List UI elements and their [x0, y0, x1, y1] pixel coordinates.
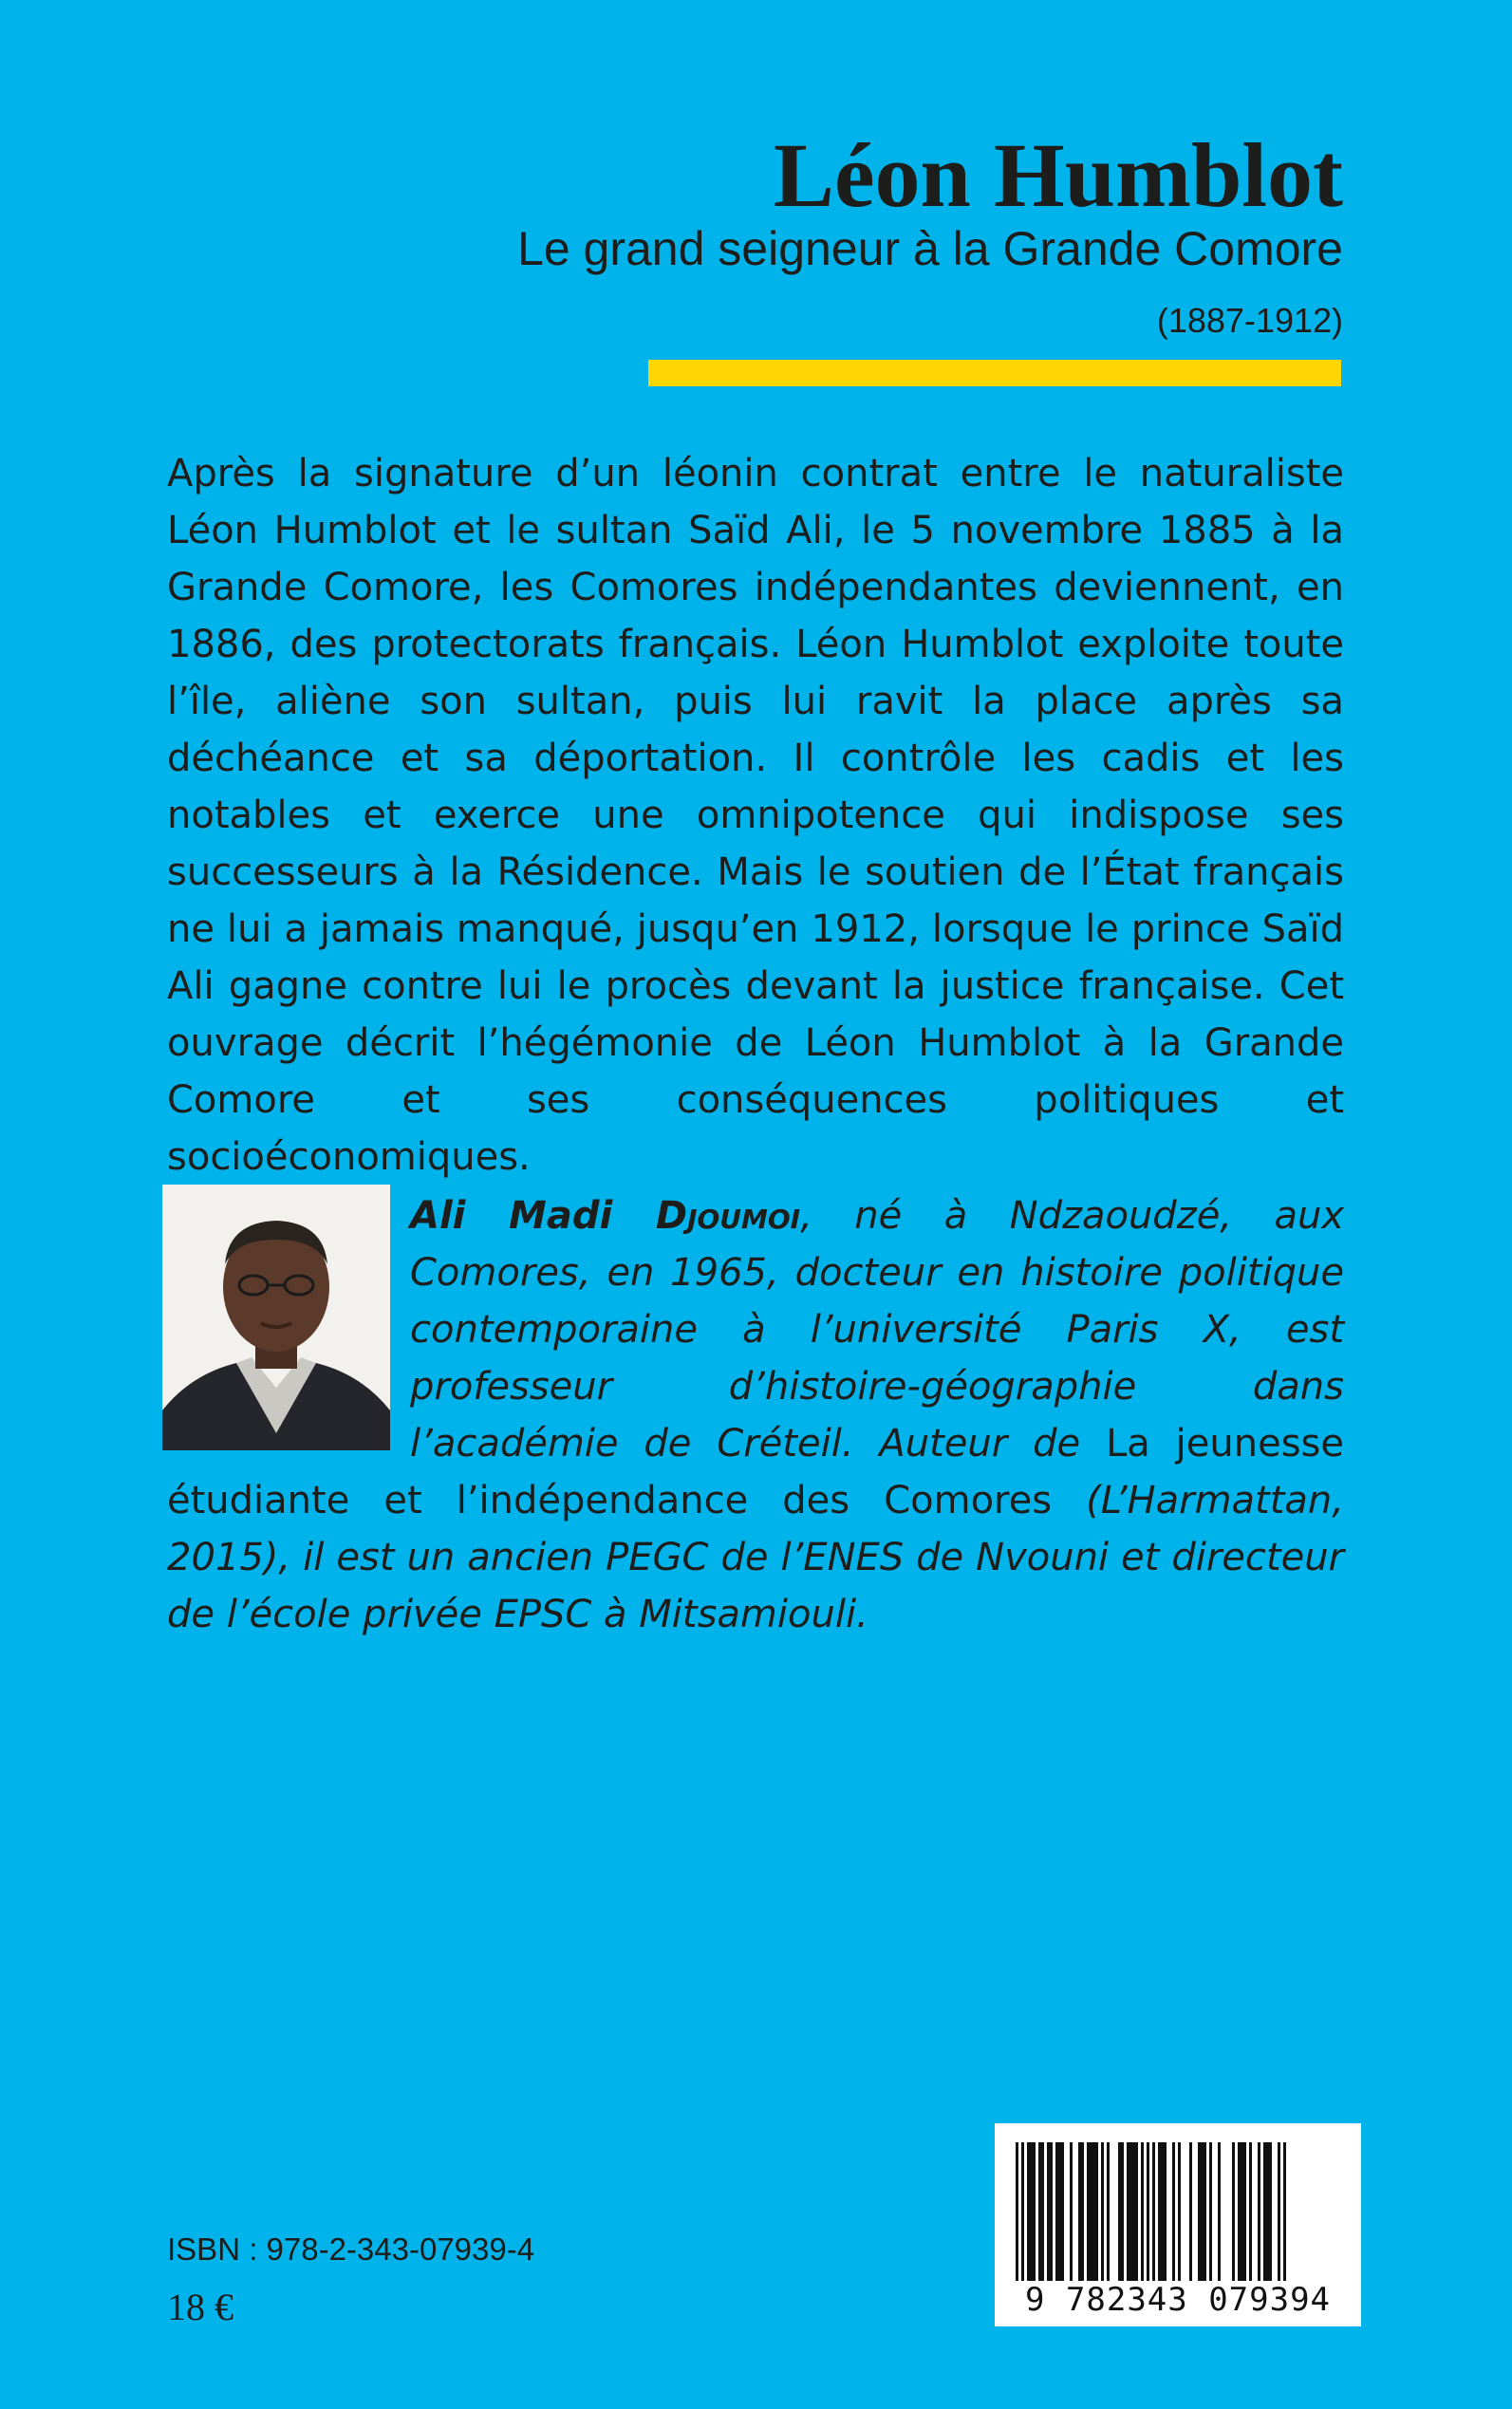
- barcode-bar: [1204, 2142, 1206, 2281]
- barcode-bar: [1087, 2142, 1090, 2281]
- author-name: Ali Madi D: [410, 1194, 688, 1238]
- barcode-bar: [1129, 2142, 1132, 2281]
- barcode-bar: [1055, 2142, 1058, 2281]
- barcode-bar: [1016, 2142, 1018, 2281]
- barcode-bar: [1209, 2142, 1212, 2281]
- isbn: ISBN : 978-2-343-07939-4: [167, 2232, 535, 2267]
- author-bio: [167, 1187, 1344, 1643]
- barcode-bar: [1258, 2142, 1260, 2281]
- barcode-bar: [1243, 2142, 1246, 2281]
- barcode-bar: [1147, 2142, 1149, 2281]
- author-bio-outro: (L’Harmattan, 2015), il est un ancien PEGC de l’ENES de Nvouni et directeur de l’école privée EPSC à Mitsamiouli.: [167, 1479, 1345, 1636]
- barcode-bar: [1135, 2142, 1138, 2281]
- barcode-bar: [1164, 2142, 1167, 2281]
- barcode-bar: [1101, 2142, 1104, 2281]
- barcode-bar: [1050, 2142, 1053, 2281]
- barcode-bar: [1021, 2142, 1024, 2281]
- book-summary: Après la signature d’un léonin contrat entre le naturaliste Léon Humblot et le sultan Saïd Ali, le 5 novembre 1885 à la Grande Comore, les Comores indépendantes deviennent, en 1886, des protectorats français. Léon Humblot exploite toute l’île, aliène son sultan, puis lui ravit la place après sa déchéance et sa déportation. Il contrôle les cadis et les notables et exerce une omnipotence qui indispose ses successeurs à la Résidence. Mais le soutien de l’État français ne lui a jamais manqué, jusqu’en 1912, lorsque le prince Saïd Ali gagne contre lui le procès devant la justice française. Cet ouvrage décrit l’hégémonie de Léon Humblot à la Grande Comore et ses conséquences politiques et socioéconomiques.: [167, 452, 1344, 1179]
- barcode-bar: [1090, 2142, 1092, 2281]
- barcode-bar: [1081, 2142, 1084, 2281]
- barcode-bar: [1030, 2142, 1033, 2281]
- barcode-bar: [1047, 2142, 1050, 2281]
- barcode-bar: [1041, 2142, 1044, 2281]
- author-previous-book: La jeunesse étudiante et l’indépendance des Comores: [167, 1422, 1344, 1522]
- book-title: Léon Humblot: [773, 124, 1343, 226]
- barcode-bar: [1189, 2142, 1192, 2281]
- barcode-bar: [1058, 2142, 1061, 2281]
- barcode-bar: [1078, 2142, 1081, 2281]
- barcode-bar: [1061, 2142, 1064, 2281]
- barcode-bar: [1095, 2142, 1098, 2281]
- barcode-bar: [1218, 2142, 1221, 2281]
- barcode: [995, 2123, 1361, 2326]
- book-subtitle: Le grand seigneur à la Grande Comore: [517, 222, 1343, 275]
- barcode-bar: [1152, 2142, 1155, 2281]
- barcode-bar: [1158, 2142, 1161, 2281]
- barcode-bar: [1070, 2142, 1073, 2281]
- barcode-bar: [1241, 2142, 1243, 2281]
- barcode-bar: [1263, 2142, 1266, 2281]
- barcode-bar: [1038, 2142, 1041, 2281]
- barcode-bar: [1238, 2142, 1241, 2281]
- author-bio-intro: , né à Ndzaoudzé, aux Comores, en 1965, docteur en histoire politique contemporaine à l’université Paris X, est professeur d’histoire-géographie dans l’académie de Créteil. Auteur de: [410, 1194, 1345, 1466]
- accent-bar: [648, 360, 1341, 386]
- barcode-bar: [1033, 2142, 1036, 2281]
- photo-spacer: [167, 1187, 410, 1465]
- book-dates: (1887-1912): [1156, 301, 1343, 340]
- barcode-bar: [1198, 2142, 1201, 2281]
- barcode-bar: [1232, 2142, 1235, 2281]
- barcode-bar: [1278, 2142, 1280, 2281]
- price: 18 €: [167, 2286, 233, 2328]
- barcode-bar: [1172, 2142, 1175, 2281]
- barcode-bar: [1249, 2142, 1252, 2281]
- barcode-bar: [1141, 2142, 1144, 2281]
- barcode-bar: [1269, 2142, 1272, 2281]
- barcode-bar: [1027, 2142, 1030, 2281]
- barcode-digits: 9 782343 079394: [1024, 2281, 1332, 2319]
- barcode-bar: [1127, 2142, 1129, 2281]
- barcode-bar: [1161, 2142, 1164, 2281]
- barcode-bar: [1201, 2142, 1204, 2281]
- barcode-bar: [1283, 2142, 1286, 2281]
- barcode-bar: [1092, 2142, 1095, 2281]
- barcode-bar: [1266, 2142, 1269, 2281]
- barcode-bar: [1118, 2142, 1121, 2281]
- barcode-bar: [1107, 2142, 1110, 2281]
- barcode-bar: [1121, 2142, 1124, 2281]
- barcode-bar: [1178, 2142, 1181, 2281]
- barcode-bar: [1132, 2142, 1135, 2281]
- author-surname: joumoi: [687, 1194, 801, 1238]
